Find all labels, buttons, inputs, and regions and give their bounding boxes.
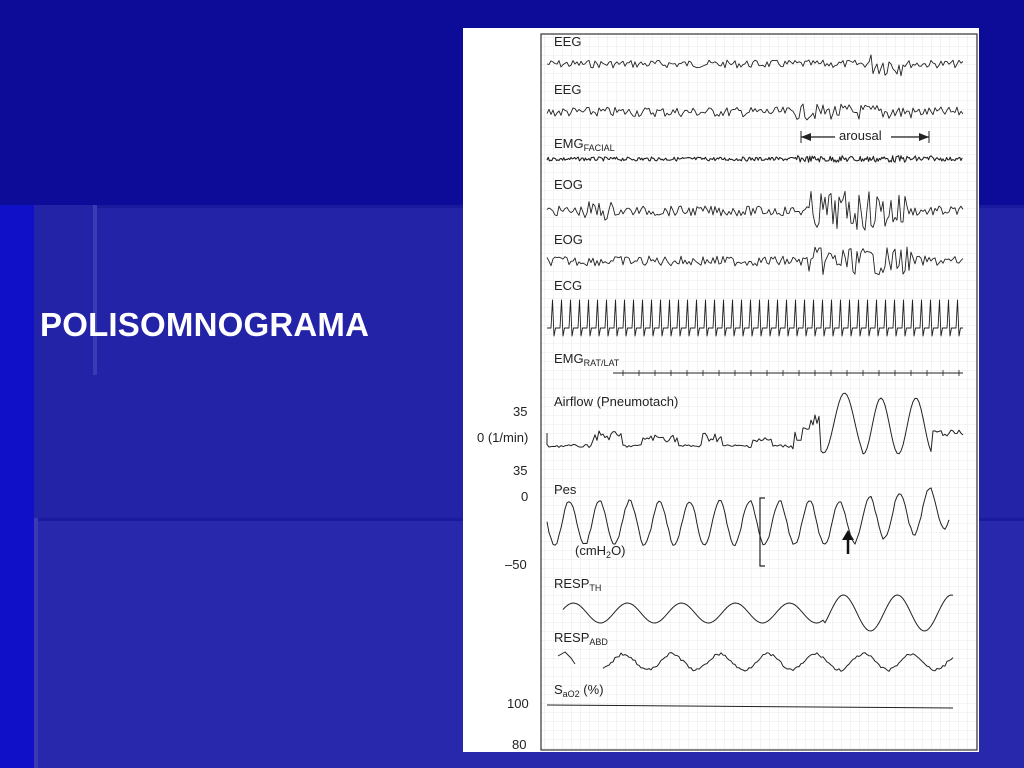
decorative-divider — [93, 205, 97, 375]
pes-unit-label: (cmH$_2$O) — [575, 543, 626, 560]
sao2-scale-bottom: 80 — [512, 737, 527, 752]
channel-label: $RESP_{TH}$ — [554, 576, 602, 593]
channel-label: EOG — [554, 177, 583, 192]
channel-label: $RESP_{ABD}$ — [554, 630, 608, 647]
channel-label: $EMG_{RAT/LAT}$ — [554, 351, 620, 368]
channel-label: Pes — [554, 482, 577, 497]
channel-label: $S_{aO2}$ (%) — [554, 682, 604, 699]
channel-label: Airflow (Pneumotach) — [554, 394, 679, 409]
channel-label: EEG — [554, 34, 582, 49]
background-left-strip — [0, 205, 34, 768]
airflow-scale-zero: 0 (1/min) — [477, 430, 529, 445]
polysomnogram-traces — [463, 28, 979, 752]
sao2-scale-top: 100 — [507, 696, 529, 711]
channel-label: ECG — [554, 278, 583, 293]
pes-scale-bottom: –50 — [505, 557, 527, 572]
airflow-scale-bottom: 35 — [513, 463, 528, 478]
decorative-divider — [34, 518, 38, 768]
pes-scale-top: 0 — [521, 489, 529, 504]
polysomnogram-figure — [463, 28, 979, 752]
slide-title: POLISOMNOGRAMA — [40, 306, 370, 343]
airflow-scale-top: 35 — [513, 404, 528, 419]
channel-label: EEG — [554, 82, 582, 97]
channel-label: $EMG_{FACIAL}$ — [554, 136, 615, 153]
arousal-label: arousal — [839, 128, 882, 143]
channel-label: EOG — [554, 232, 583, 247]
